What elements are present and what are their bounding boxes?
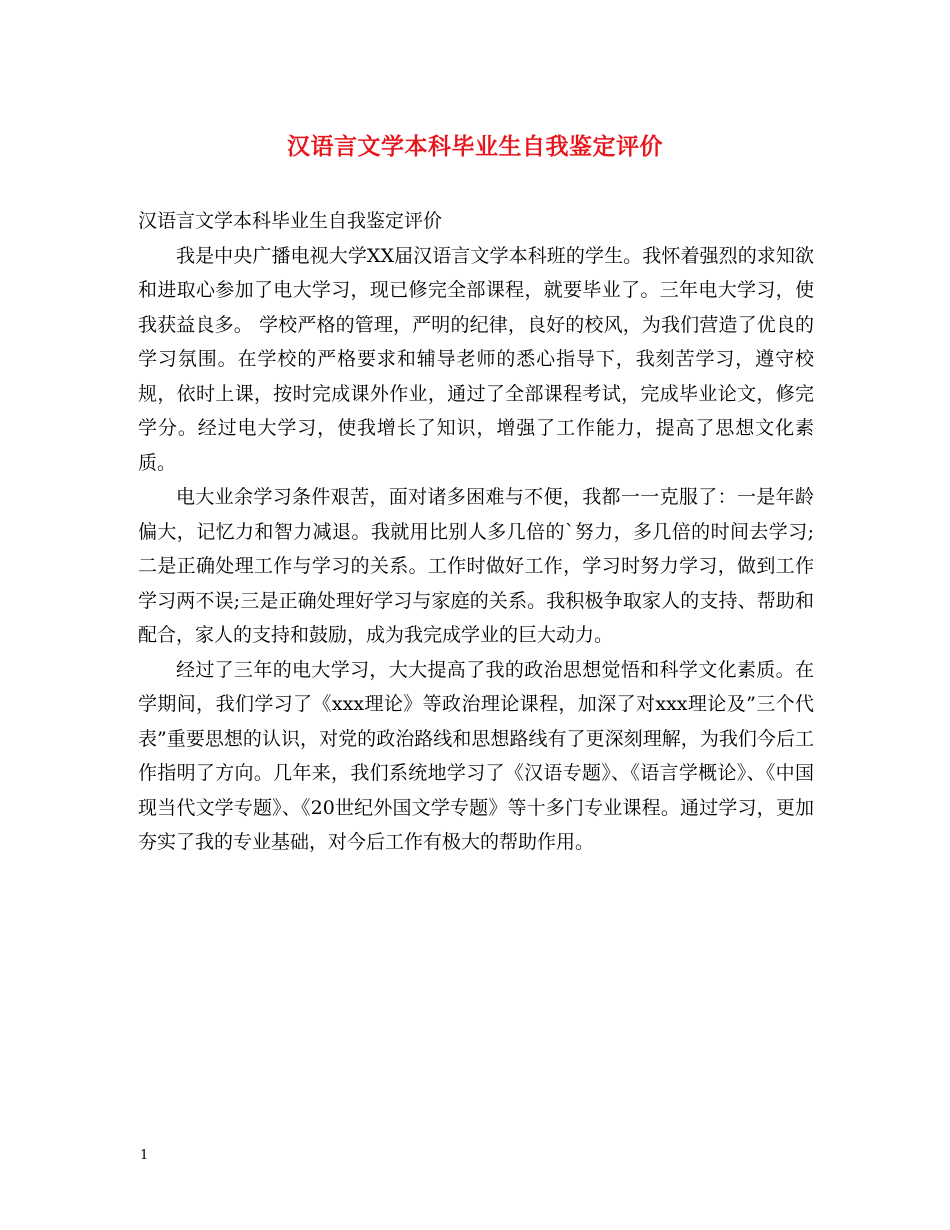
page-number: 1 (140, 1148, 149, 1163)
document-title: 汉语言文学本科毕业生自我鉴定评价 (287, 133, 663, 160)
paragraph-3: 经过了三年的电大学习，大大提高了我的政治思想觉悟和科学文化素质。在学期间，我们学习了《xxx理论》等政治理论课程，加深了对xxx理论及”三个代表”重要思想的认识，对党的政治路线和思想路线有了更深刻理解，为我们今后工作指明了方向。几年来，我们系统地学习了《汉语专题》、《语言学概论》、《中国现当代文学专题》、《20世纪外国文学专题》等十多门专业课程。通过学习，更加夯实了我的专业基础，对今后工作有极大的帮助作用。 (138, 658, 814, 853)
paragraph-1: 我是中央广播电视大学XX届汉语言文学本科班的学生。我怀着强烈的求知欲和进取心参加了电大学习，现已修完全部课程，就要毕业了。三年电大学习，使我获益良多。 学校严格的管理，严明的纪律，良好的校风，为我们营造了优良的学习氛围。在学校的严格要求和辅导老师的悉心指导下，我刻苦学习，遵守校规，依时上课，按时完成课外作业，通过了全部课程考试，完成毕业论文，修完学分。经过电大学习，使我增长了知识，增强了工作能力，提高了思想文化素质。 (138, 244, 814, 474)
document-subtitle: 汉语言文学本科毕业生自我鉴定评价 (138, 210, 443, 232)
paragraph-2: 电大业余学习条件艰苦，面对诸多困难与不便，我都一一克服了：一是年龄偏大，记忆力和智力减退。我就用比别人多几倍的`努力，多几倍的时间去学习;二是正确处理工作与学习的关系。工作时做好工作，学习时努力学习，做到工作学习两不误;三是正确处理好学习与家庭的关系。我积极争取家人的支持、帮助和配合，家人的支持和鼓励，成为我完成学业的巨大动力。 (138, 486, 814, 646)
document-body (138, 204, 814, 860)
